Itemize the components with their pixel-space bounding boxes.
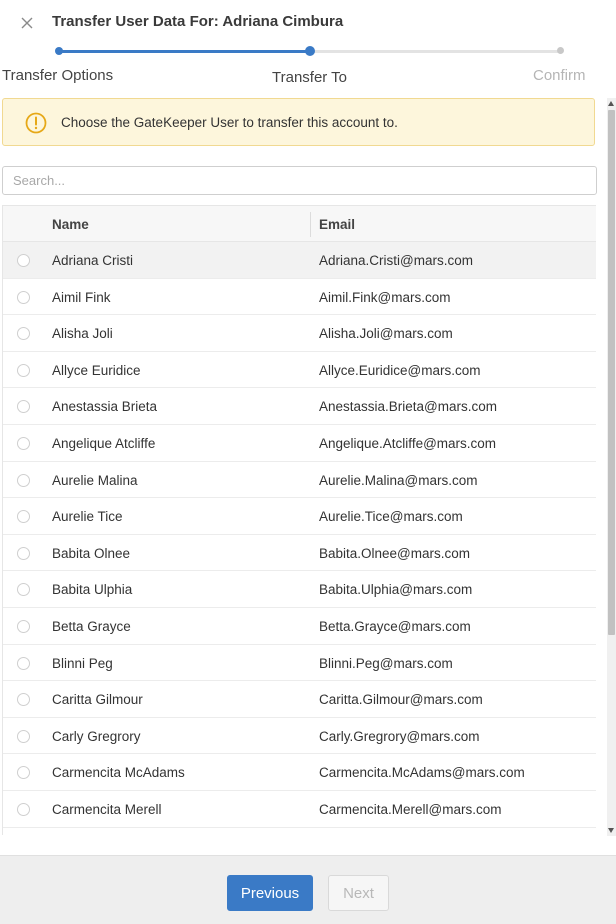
row-radio-button[interactable] <box>17 547 30 560</box>
cell-email: Blinni.Peg@mars.com <box>319 655 453 671</box>
table-body <box>3 242 596 828</box>
cell-email: Allyce.Euridice@mars.com <box>319 362 481 378</box>
table-row[interactable] <box>3 498 596 535</box>
next-button[interactable]: Next <box>328 875 389 911</box>
table-row[interactable] <box>3 462 596 499</box>
table-row[interactable] <box>3 242 596 279</box>
table-row[interactable] <box>3 425 596 462</box>
cell-name: Betta Grayce <box>52 618 131 634</box>
table-row[interactable] <box>3 388 596 425</box>
step-label-transfer-to: Transfer To <box>272 69 348 86</box>
row-radio-button[interactable] <box>17 730 30 743</box>
row-radio-button[interactable] <box>17 364 30 377</box>
row-radio-button[interactable] <box>17 657 30 670</box>
cell-name: Aurelie Malina <box>52 472 138 488</box>
cell-email: Alisha.Joli@mars.com <box>319 326 453 342</box>
table-row[interactable] <box>3 608 596 645</box>
cell-name: Alisha Joli <box>52 326 113 342</box>
cell-name: Aimil Fink <box>52 289 111 305</box>
cell-email: Babita.Olnee@mars.com <box>319 545 471 561</box>
cell-name: Adriana Cristi <box>52 253 134 268</box>
previous-button[interactable]: Previous <box>227 875 313 911</box>
dialog-header <box>0 0 616 46</box>
cell-email: Carly.Gregrory@mars.com <box>319 728 480 744</box>
cell-email: Babita.Ulphia@mars.com <box>319 582 473 598</box>
cell-name: Babita Olnee <box>52 545 131 561</box>
alert-message: Choose the GateKeeper User to transfer this account to. <box>61 115 398 130</box>
table-row[interactable] <box>3 681 596 718</box>
step-dot-confirm <box>557 47 564 54</box>
table-row[interactable] <box>3 352 596 389</box>
stepper-line-complete <box>59 50 310 53</box>
search-input[interactable] <box>2 166 597 195</box>
step-dot-transfer-options <box>55 47 63 55</box>
users-table <box>2 205 608 835</box>
column-header-name[interactable]: Name <box>52 217 89 232</box>
column-header-email[interactable]: Email <box>319 217 356 232</box>
row-radio-button[interactable] <box>17 291 30 304</box>
table-row[interactable] <box>3 791 596 828</box>
table-row[interactable] <box>3 718 596 755</box>
cell-email: Aimil.Fink@mars.com <box>319 289 451 305</box>
cell-name: Angelique Atcliffe <box>52 435 156 451</box>
cell-email: Anestassia.Brieta@mars.com <box>319 399 498 415</box>
row-radio-button[interactable] <box>17 693 30 706</box>
dialog-title: Transfer User Data For: Adriana Cimbura <box>52 13 344 30</box>
cell-name: Anestassia Brieta <box>52 399 158 415</box>
row-radio-button[interactable] <box>17 437 30 450</box>
cell-name: Caritta Gilmour <box>52 692 143 708</box>
table-row[interactable] <box>3 754 596 791</box>
row-radio-button[interactable] <box>17 510 30 523</box>
cell-email: Caritta.Gilmour@mars.com <box>319 692 483 708</box>
row-radio-button[interactable] <box>17 766 30 779</box>
cell-email: Carmencita.Merell@mars.com <box>319 801 502 817</box>
cell-email: Betta.Grayce@mars.com <box>319 618 471 634</box>
step-dot-transfer-to <box>305 46 315 56</box>
scroll-thumb[interactable] <box>608 110 615 635</box>
cell-email: Adriana.Cristi@mars.com <box>319 253 473 268</box>
cell-name: Blinni Peg <box>52 655 113 671</box>
cell-email: Aurelie.Malina@mars.com <box>319 472 478 488</box>
scroll-down-arrow-icon[interactable] <box>608 828 614 833</box>
cell-email: Angelique.Atcliffe@mars.com <box>319 435 497 451</box>
row-radio-button[interactable] <box>17 254 30 267</box>
cell-email: Aurelie.Tice@mars.com <box>319 509 463 525</box>
scrollbar[interactable] <box>607 98 616 836</box>
cell-name: Carly Gregrory <box>52 728 141 744</box>
step-label-confirm: Confirm <box>533 67 586 84</box>
table-row[interactable] <box>3 535 596 572</box>
table-row[interactable] <box>3 279 596 316</box>
cell-name: Carmencita McAdams <box>52 765 185 781</box>
row-radio-button[interactable] <box>17 583 30 596</box>
table-row[interactable] <box>3 315 596 352</box>
row-radio-button[interactable] <box>17 620 30 633</box>
cell-email: Carmencita.McAdams@mars.com <box>319 765 525 781</box>
table-row[interactable] <box>3 645 596 682</box>
dialog-footer <box>0 855 616 924</box>
table-row[interactable] <box>3 571 596 608</box>
stepper-line-upcoming <box>310 50 560 53</box>
cell-name: Carmencita Merell <box>52 801 162 817</box>
table-header <box>3 205 596 242</box>
info-alert <box>2 98 595 146</box>
column-divider <box>310 212 311 237</box>
warning-icon <box>25 112 47 134</box>
cell-name: Babita Ulphia <box>52 582 133 598</box>
cell-name: Aurelie Tice <box>52 509 123 525</box>
step-label-transfer-options: Transfer Options <box>2 67 114 84</box>
row-radio-button[interactable] <box>17 327 30 340</box>
row-radio-button[interactable] <box>17 803 30 816</box>
close-icon[interactable] <box>17 13 37 33</box>
scroll-up-arrow-icon[interactable] <box>608 101 614 106</box>
row-radio-button[interactable] <box>17 474 30 487</box>
row-radio-button[interactable] <box>17 400 30 413</box>
cell-name: Allyce Euridice <box>52 362 141 378</box>
